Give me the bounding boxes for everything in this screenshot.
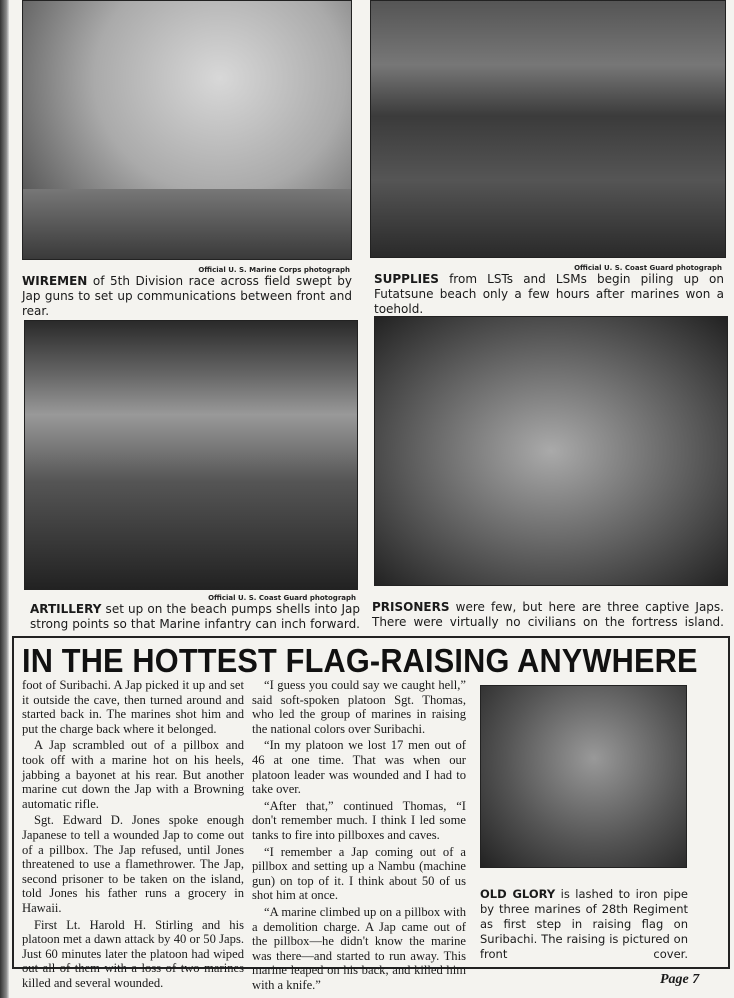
article-headline: IN THE HOTTEST FLAG-RAISING ANYWHERE — [22, 642, 698, 679]
caption-text: were few, but here are three captive Japs. There were virtually no civilians on the fortress island. — [372, 600, 724, 629]
photo-credit: Official U. S. Coast Guard photograph — [208, 594, 356, 602]
caption-text: is lashed to iron pipe by three marines of 28th Regiment as first step in raising flag on Suribachi. The raising is pictured on front cover. — [480, 887, 688, 961]
page-number: Page 7 — [660, 972, 700, 987]
paragraph: “I guess you could say we caught hell,” said soft-spoken platoon Sgt. Thomas, who led the group of marines in raising the national colors over Suribachi. — [252, 678, 466, 736]
caption-lead: WIREMEN — [22, 274, 88, 288]
photo-credit: Official U. S. Marine Corps photograph — [198, 266, 350, 274]
photo-caption — [480, 887, 688, 962]
paragraph: A Jap scrambled out of a pillbox and took off with a marine hot on his heels, jabbing a bayonet at his rear. But another marine cut down the Jap with a Browning automatic rifle. — [22, 738, 244, 811]
paragraph: “A marine climbed up on a pillbox with a demolition charge. A Jap came out of the pillbox—he didn't know the marine was there—and started to run away. This marine leaped on his back, and killed him with a knife.” — [252, 904, 466, 992]
photo-credit: Official U. S. Coast Guard photograph — [574, 264, 722, 272]
caption-lead: OLD GLORY — [480, 887, 556, 901]
paragraph: Sgt. Edward D. Jones spoke enough Japanese to tell a wounded Jap to come out of a pillbox. The Jap refused, until Jones threatened to use a flamethrower. The Jap, second prisoner to be taken on the island, told Jones his father runs a grocery in Hawaii. — [22, 813, 244, 915]
paragraph: foot of Suribachi. A Jap picked it up and set it outside the cave, then turned around and started back in. The marines shot him and put the charge back where it belonged. — [22, 678, 244, 736]
photo-caption — [372, 600, 724, 630]
page-binding-edge — [0, 0, 9, 998]
article-column-1 — [22, 678, 244, 992]
paragraph: “In my platoon we lost 17 men out of 46 at one time. That was when our platoon leader was wounded and I had to take over. — [252, 738, 466, 797]
caption-text: set up on the beach pumps shells into Jap strong points so that Marine infantry can inch forward. — [30, 602, 360, 631]
caption-lead: ARTILLERY — [30, 602, 102, 616]
photo-wiremen — [22, 0, 352, 260]
photo-prisoners — [374, 316, 728, 586]
photo-old-glory — [480, 685, 687, 868]
photo-supplies — [370, 0, 726, 258]
article-column-2 — [252, 678, 466, 994]
caption-lead: SUPPLIES — [374, 272, 439, 286]
paragraph: First Lt. Harold H. Stirling and his platoon met a dawn attack by 40 or 50 Japs. Just 60 minutes later the platoon had wiped out all of them with a loss of two marines killed and several wounded. — [22, 917, 244, 990]
paragraph: “I remember a Jap coming out of a pillbox and setting up a Nambu (machine gun) on top of it. I think about 50 of us shot him at once. — [252, 844, 466, 903]
photo-caption — [30, 602, 360, 632]
photo-caption — [374, 272, 724, 317]
photo-caption — [22, 274, 352, 319]
caption-lead: PRISONERS — [372, 600, 450, 614]
caption-text: from LSTs and LSMs begin piling up on Futatsune beach only a few hours after marines won a toehold. — [374, 272, 724, 316]
photo-artillery — [24, 320, 358, 590]
paragraph: “After that,” continued Thomas, “I don't remember much. I think I led some tanks to fire into pillboxes and caves. — [252, 798, 466, 842]
caption-text: of 5th Division race across field swept by Jap guns to set up communications between front and rear. — [22, 274, 352, 318]
